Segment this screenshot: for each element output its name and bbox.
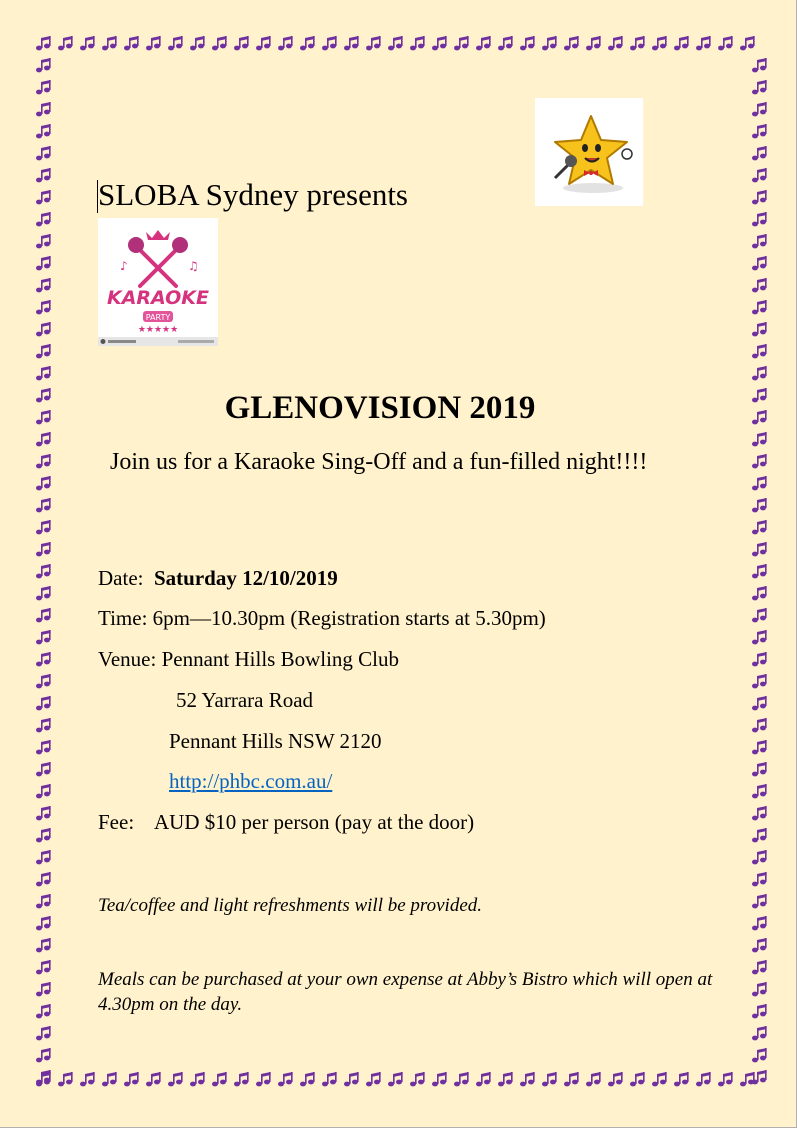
border-note-icon xyxy=(752,586,767,600)
venue-suburb: Pennant Hills NSW 2120 xyxy=(169,729,382,753)
border-note-icon xyxy=(564,1072,579,1086)
event-heading: GLENOVISION 2019 xyxy=(224,390,536,426)
border-note-icon xyxy=(752,190,767,204)
border-note-icon xyxy=(278,36,293,50)
border-note-icon xyxy=(36,982,51,996)
border-note-icon xyxy=(36,696,51,710)
border-note-icon xyxy=(366,1072,381,1086)
border-note-icon xyxy=(752,124,767,138)
border-note-icon xyxy=(752,498,767,512)
border-note-icon xyxy=(36,168,51,182)
border-note-icon xyxy=(752,476,767,490)
border-note-icon xyxy=(36,124,51,138)
border-note-icon xyxy=(58,36,73,50)
border-note-icon xyxy=(36,806,51,820)
border-note-icon xyxy=(752,542,767,556)
border-note-icon xyxy=(752,1048,767,1062)
border-note-icon xyxy=(36,476,51,490)
border-note-icon xyxy=(752,674,767,688)
border-note-icon xyxy=(752,212,767,226)
border-note-icon xyxy=(36,322,51,336)
border-note-icon xyxy=(752,300,767,314)
border-note-icon xyxy=(36,212,51,226)
border-note-icon xyxy=(674,36,689,50)
venue-name: Pennant Hills Bowling Club xyxy=(161,647,400,671)
border-note-icon xyxy=(256,36,271,50)
border-note-icon xyxy=(630,36,645,50)
border-note-icon xyxy=(410,1072,425,1086)
border-note-icon xyxy=(36,960,51,974)
refreshments-note: Tea/coffee and light refreshments will be provided. xyxy=(98,895,482,916)
border-note-icon xyxy=(36,938,51,952)
border-note-icon xyxy=(752,652,767,666)
border-note-icon xyxy=(36,80,51,94)
border-note-icon xyxy=(36,674,51,688)
border-note-icon xyxy=(36,652,51,666)
time-value: 6pm—10.30pm (Registration starts at 5.30pm) xyxy=(152,606,546,630)
border-note-icon xyxy=(36,784,51,798)
border-note-icon xyxy=(36,608,51,622)
border-note-icon xyxy=(752,938,767,952)
border-note-icon xyxy=(752,234,767,248)
border-note-icon xyxy=(36,278,51,292)
border-note-icon xyxy=(520,1072,535,1086)
border-note-icon xyxy=(322,36,337,50)
border-note-icon xyxy=(752,344,767,358)
border-note-icon xyxy=(542,1072,557,1086)
border-note-icon xyxy=(36,850,51,864)
border-note-icon xyxy=(300,36,315,50)
border-note-icon xyxy=(608,1072,623,1086)
border-note-icon xyxy=(752,916,767,930)
border-note-icon xyxy=(752,146,767,160)
border-note-icon xyxy=(146,1072,161,1086)
border-note-icon xyxy=(718,1072,733,1086)
border-note-icon xyxy=(752,828,767,842)
border-note-icon xyxy=(36,718,51,732)
date-row xyxy=(98,566,338,591)
border-note-icon xyxy=(36,498,51,512)
border-note-icon xyxy=(36,1048,51,1062)
border-note-icon xyxy=(652,1072,667,1086)
border-note-icon xyxy=(586,1072,601,1086)
border-note-icon xyxy=(752,1004,767,1018)
border-note-icon xyxy=(752,696,767,710)
date-value: Saturday 12/10/2019 xyxy=(153,566,338,590)
border-note-icon xyxy=(36,102,51,116)
border-note-icon xyxy=(36,916,51,930)
border-note-icon xyxy=(752,322,767,336)
svg-text:★★★★★: ★★★★★ xyxy=(137,325,179,335)
border-note-icon xyxy=(234,36,249,50)
border-note-icon xyxy=(432,1072,447,1086)
venue-website-link[interactable]: http://phbc.com.au/ xyxy=(169,769,333,793)
border-note-icon xyxy=(36,586,51,600)
border-note-icon xyxy=(454,36,469,50)
border-note-icon xyxy=(36,432,51,446)
border-note-icon xyxy=(102,36,117,50)
border-note-icon xyxy=(454,1072,469,1086)
border-note-icon xyxy=(36,1004,51,1018)
border-note-icon xyxy=(752,806,767,820)
border-note-icon xyxy=(366,36,381,50)
border-note-icon xyxy=(752,102,767,116)
border-note-icon xyxy=(168,1072,183,1086)
border-note-icon xyxy=(36,454,51,468)
venue-label: Venue: xyxy=(98,647,157,671)
border-note-icon xyxy=(36,740,51,754)
presenter-line: SLOBA Sydney presents xyxy=(98,177,408,212)
border-note-icon xyxy=(388,1072,403,1086)
border-note-icon xyxy=(752,960,767,974)
border-note-icon xyxy=(586,36,601,50)
border-note-icon xyxy=(752,58,767,72)
border-note-icon xyxy=(190,1072,205,1086)
border-note-icon xyxy=(256,1072,271,1086)
border-note-icon xyxy=(752,718,767,732)
intro-text xyxy=(98,446,658,479)
border-note-icon xyxy=(752,80,767,94)
border-note-icon xyxy=(752,982,767,996)
border-note-icon xyxy=(102,1072,117,1086)
border-note-icon xyxy=(740,36,755,50)
border-note-icon xyxy=(752,608,767,622)
border-note-icon xyxy=(388,36,403,50)
border-note-icon xyxy=(498,36,513,50)
border-note-icon xyxy=(36,894,51,908)
border-note-icon xyxy=(696,1072,711,1086)
border-note-icon xyxy=(498,1072,513,1086)
border-note-icon xyxy=(520,36,535,50)
border-note-icon xyxy=(752,366,767,380)
border-note-icon xyxy=(234,1072,249,1086)
border-note-icon xyxy=(278,1072,293,1086)
border-note-icon xyxy=(752,894,767,908)
meals-note: Meals can be purchased at your own expense at Abby’s Bistro which will open at 4.30pm on the day. xyxy=(98,969,713,1015)
border-note-icon xyxy=(36,872,51,886)
border-note-icon xyxy=(752,564,767,578)
border-note-icon xyxy=(80,36,95,50)
border-note-icon xyxy=(752,454,767,468)
border-note-icon xyxy=(752,872,767,886)
border-note-icon xyxy=(752,740,767,754)
fee-row xyxy=(98,810,474,835)
border-note-icon xyxy=(58,1072,73,1086)
border-note-icon xyxy=(752,630,767,644)
border-note-icon xyxy=(36,256,51,270)
border-note-icon xyxy=(212,1072,227,1086)
border-note-icon xyxy=(752,256,767,270)
border-note-icon xyxy=(36,190,51,204)
time-row xyxy=(98,606,546,631)
border-note-icon xyxy=(740,1072,755,1086)
border-note-icon xyxy=(36,564,51,578)
border-note-icon xyxy=(752,784,767,798)
border-note-icon xyxy=(146,36,161,50)
border-note-icon xyxy=(190,36,205,50)
singing-star-image xyxy=(535,98,643,206)
border-note-icon xyxy=(542,36,557,50)
border-note-icon xyxy=(36,146,51,160)
border-note-icon xyxy=(36,1026,51,1040)
venue-row xyxy=(98,647,399,672)
border-note-icon xyxy=(36,300,51,314)
border-note-icon xyxy=(344,1072,359,1086)
border-note-icon xyxy=(36,520,51,534)
border-note-icon xyxy=(564,36,579,50)
border-note-icon xyxy=(752,850,767,864)
border-note-icon xyxy=(212,36,227,50)
fee-value: AUD $10 per person (pay at the door) xyxy=(154,810,475,834)
date-label: Date: xyxy=(98,566,144,590)
border-note-icon xyxy=(410,36,425,50)
svg-text:♪: ♪ xyxy=(120,259,128,273)
border-note-icon xyxy=(608,36,623,50)
border-note-icon xyxy=(674,1072,689,1086)
logo-text: KARAOKE xyxy=(106,287,210,309)
border-note-icon xyxy=(752,1026,767,1040)
border-note-icon xyxy=(718,36,733,50)
border-note-icon xyxy=(752,168,767,182)
fee-label: Fee: xyxy=(98,810,135,834)
border-note-icon xyxy=(36,762,51,776)
border-note-icon xyxy=(344,36,359,50)
border-note-icon xyxy=(36,542,51,556)
karaoke-party-logo xyxy=(98,218,218,346)
border-note-icon xyxy=(752,278,767,292)
border-note-icon xyxy=(322,1072,337,1086)
border-note-icon xyxy=(476,1072,491,1086)
border-note-icon xyxy=(752,520,767,534)
border-note-icon xyxy=(36,344,51,358)
border-note-icon xyxy=(696,36,711,50)
border-note-icon xyxy=(124,1072,139,1086)
border-note-icon xyxy=(36,58,51,72)
border-note-icon xyxy=(476,36,491,50)
border-note-icon xyxy=(752,762,767,776)
intro-text-content: Join us for a Karaoke Sing-Off and a fun-filled night!!!! xyxy=(110,449,648,475)
border-note-icon xyxy=(36,366,51,380)
border-note-icon xyxy=(36,630,51,644)
logo-subtext: PARTY xyxy=(145,313,171,322)
border-note-icon xyxy=(630,1072,645,1086)
border-note-icon xyxy=(432,36,447,50)
border-note-icon xyxy=(36,234,51,248)
border-note-icon xyxy=(36,828,51,842)
svg-text:♫: ♫ xyxy=(188,259,199,273)
border-note-icon xyxy=(300,1072,315,1086)
border-note-icon xyxy=(80,1072,95,1086)
time-label: Time: xyxy=(98,606,148,630)
border-note-icon xyxy=(168,36,183,50)
border-note-icon xyxy=(36,36,51,50)
border-note-icon xyxy=(752,432,767,446)
border-note-icon xyxy=(124,36,139,50)
venue-street: 52 Yarrara Road xyxy=(176,688,314,712)
border-note-icon xyxy=(652,36,667,50)
